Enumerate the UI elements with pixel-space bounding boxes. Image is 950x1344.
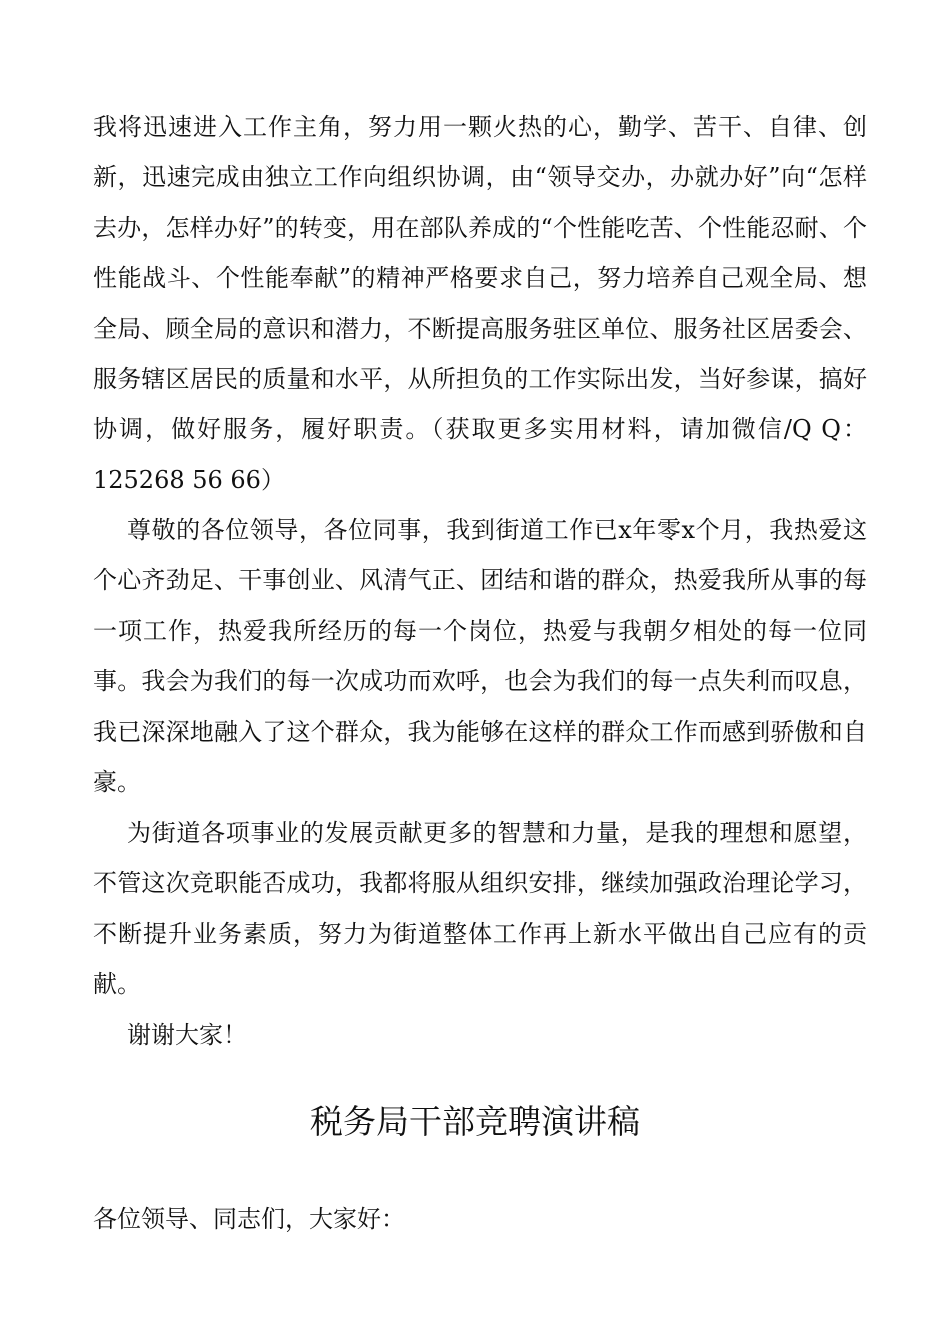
speech-title: 税务局干部竞聘演讲稿 bbox=[310, 1102, 640, 1141]
paragraph-love-for-work: 尊敬的各位领导，各位同事，我到街道工作已x年零x个月，我热爱这个心齐劲足、干事创业、风清气正、团结和谐的群众，热爱我所从事的每一项工作，热爱我所经历的每一个岗位，热爱与我朝夕相处的每一位同事。我会为我们的每一次成功而欢呼，也会为我们的每一点失利而叹息，我已深深地融入了这个群众，我为能够在这样的群众工作而感到骄傲和自豪。 bbox=[93, 516, 867, 797]
paragraph-closing-commitment: 我将迅速进入工作主角，努力用一颗火热的心，勤学、苦干、自律、创新，迅速完成由独立工作向组织协调，由“领导交办，办就办好”向“怎样去办，怎样办好”的转变，用在部队养成的“个性能吃苦、个性能忍耐、个性能战斗、个性能奉献”的精神严格要求自己，努力培养自己观全局、想全局、顾全局的意识和潜力，不断提高服务驻区单位、服务社区居委会、服务辖区居民的质量和水平，从所担负的工作实际出发，当好参谋，搞好协调，做好服务，履好职责。（获取更多实用材料，请加微信/Q Q：125268 56 66） bbox=[93, 113, 867, 494]
greeting-line: 各位领导、同志们，大家好： bbox=[93, 1205, 405, 1233]
paragraph-thanks: 谢谢大家！ bbox=[127, 1021, 247, 1049]
paragraph-aspiration: 为街道各项事业的发展贡献更多的智慧和力量，是我的理想和愿望，不管这次竞职能否成功，我都将服从组织安排，继续加强政治理论学习，不断提升业务素质，努力为街道整体工作再上新水平做出自己应有的贡献。 bbox=[93, 819, 867, 999]
